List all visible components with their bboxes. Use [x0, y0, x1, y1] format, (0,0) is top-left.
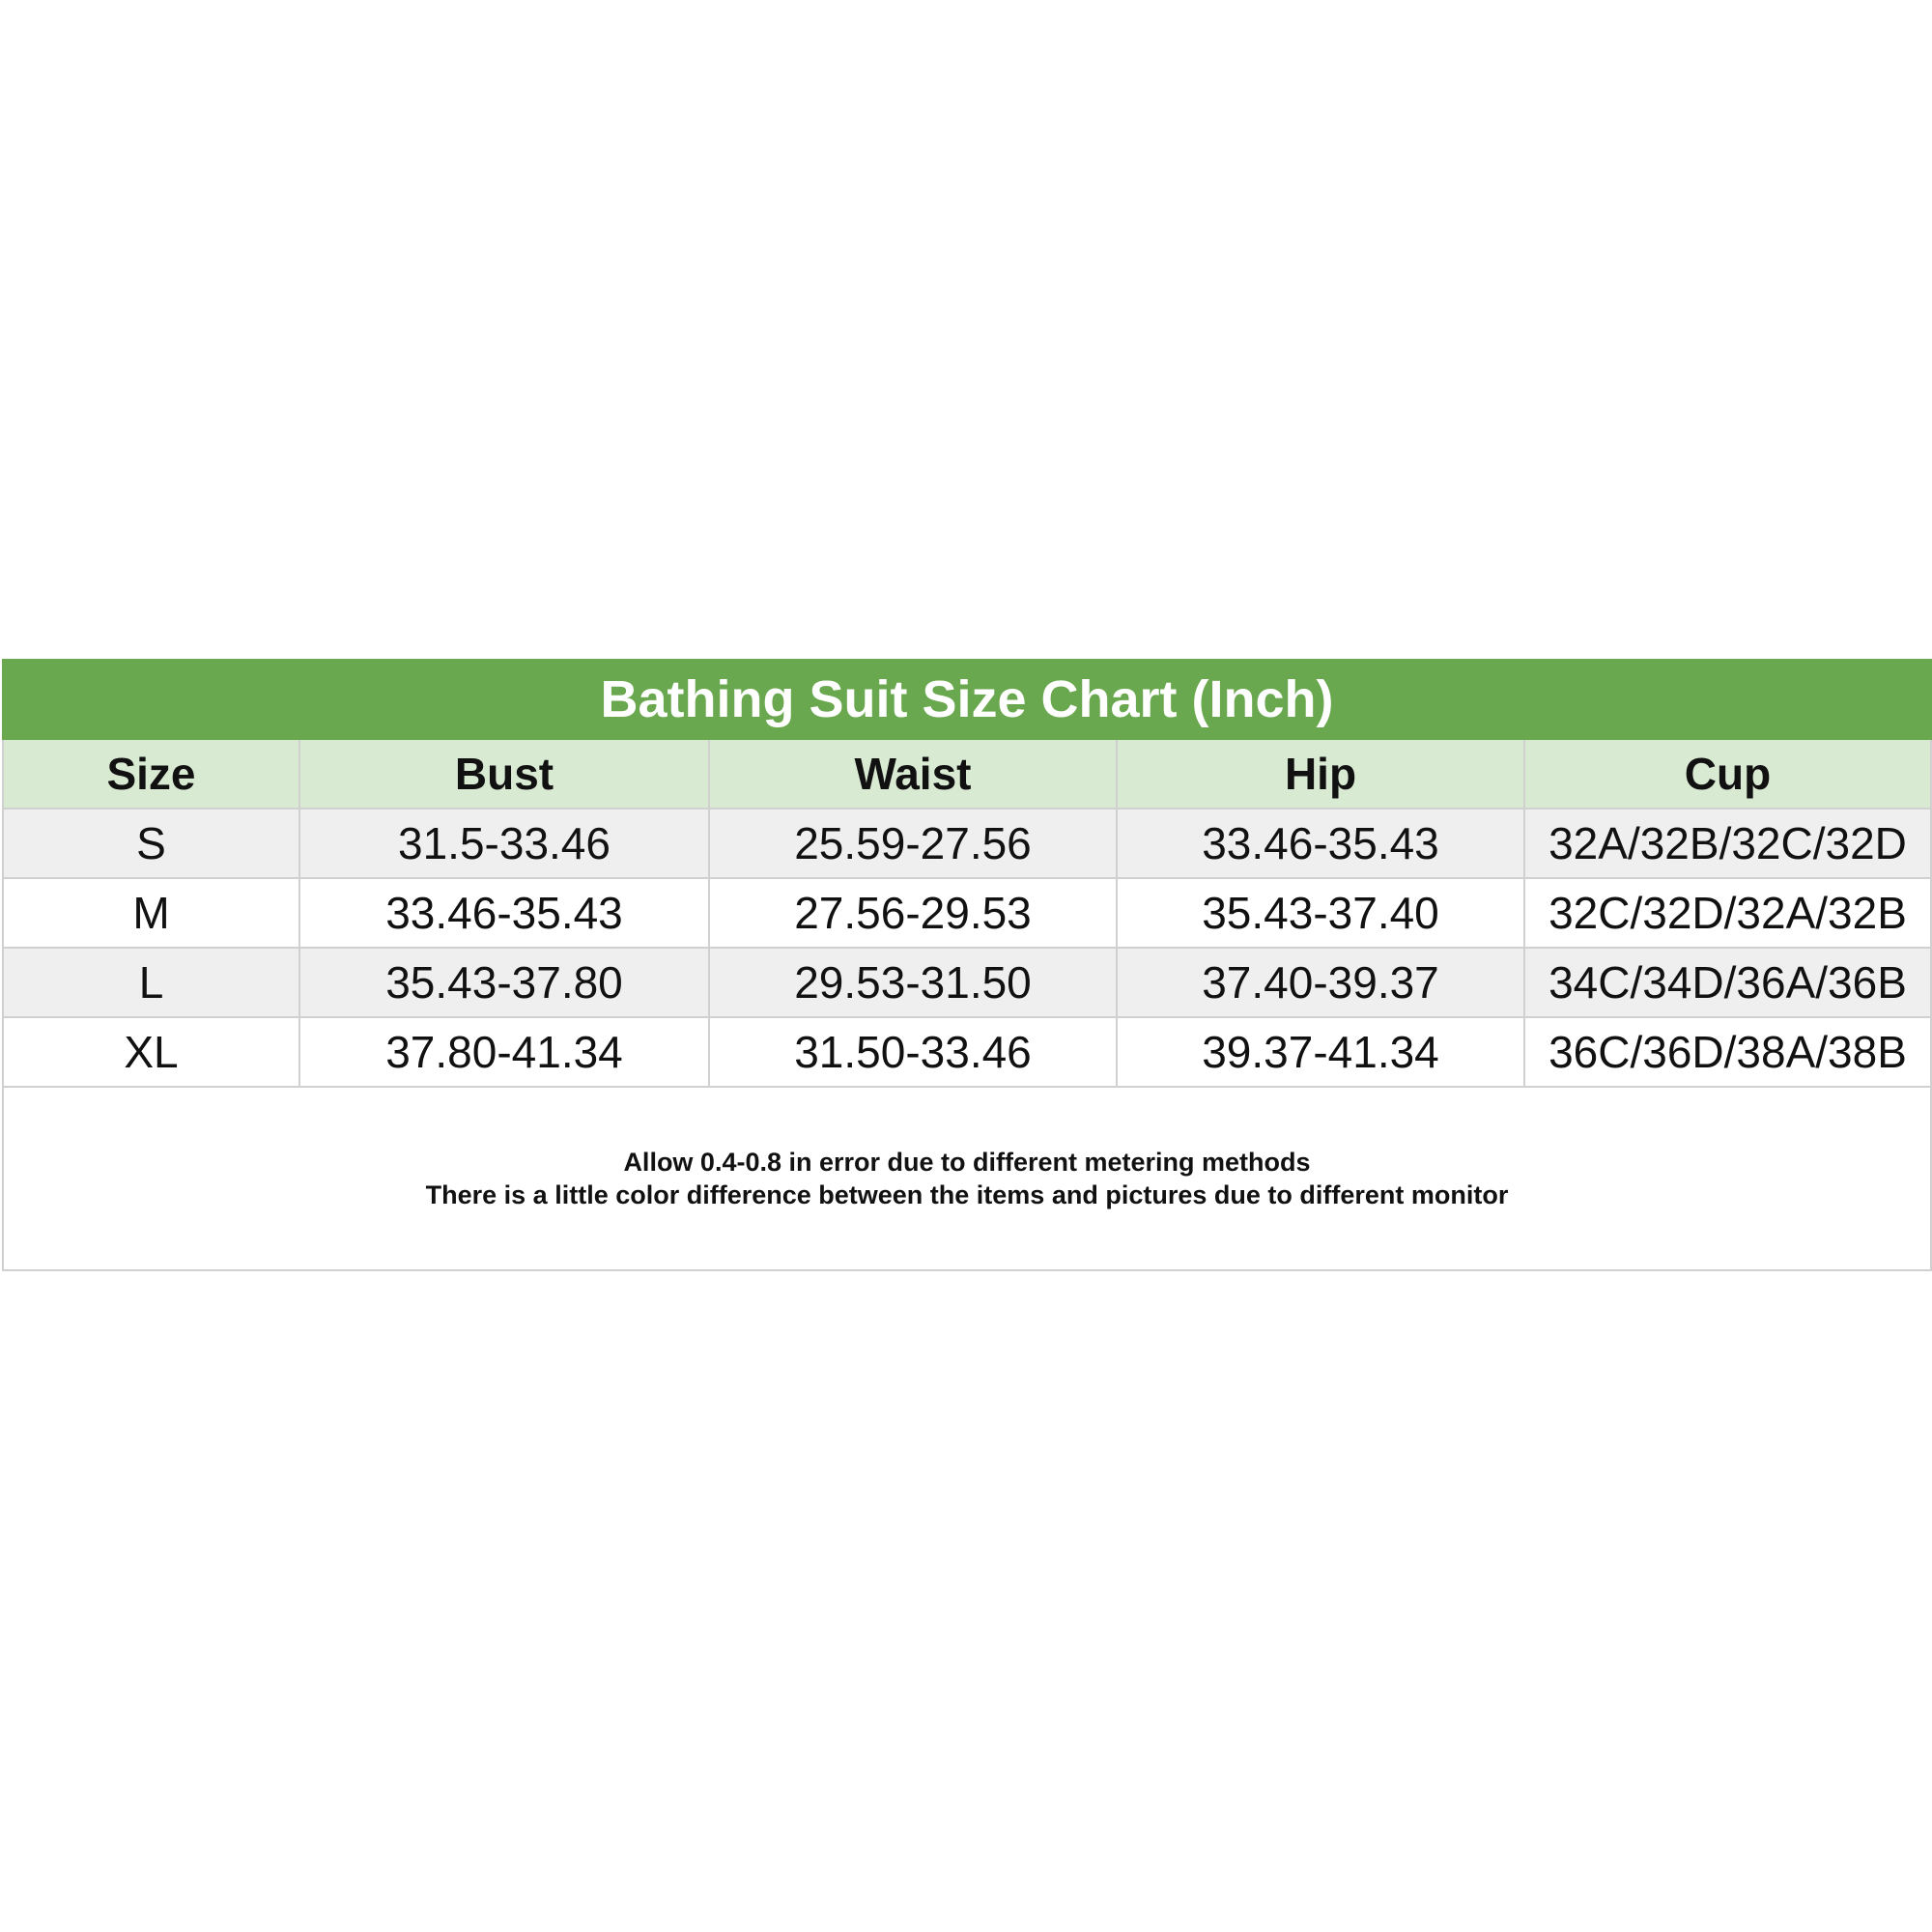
size-chart-table — [2, 659, 1932, 1271]
table-row-m — [3, 878, 1931, 948]
column-header-hip: Hip — [1117, 739, 1524, 809]
chart-title: Bathing Suit Size Chart (Inch) — [3, 660, 1931, 739]
table-row-s — [3, 809, 1931, 878]
table-cell: 35.43-37.40 — [1117, 878, 1524, 948]
table-cell: 34C/34D/36A/36B — [1524, 948, 1931, 1017]
table-cell: 33.46-35.43 — [1117, 809, 1524, 878]
table-cell: 36C/36D/38A/38B — [1524, 1017, 1931, 1087]
column-header-bust: Bust — [299, 739, 709, 809]
table-cell: 32C/32D/32A/32B — [1524, 878, 1931, 948]
table-cell: 27.56-29.53 — [709, 878, 1117, 948]
table-cell: 37.40-39.37 — [1117, 948, 1524, 1017]
table-row-l — [3, 948, 1931, 1017]
column-header-cup: Cup — [1524, 739, 1931, 809]
table-cell: 31.50-33.46 — [709, 1017, 1117, 1087]
table-cell: 37.80-41.34 — [299, 1017, 709, 1087]
table-row-xl — [3, 1017, 1931, 1087]
table-cell: S — [3, 809, 299, 878]
column-header-size: Size — [3, 739, 299, 809]
notes-cell — [3, 1087, 1931, 1270]
table-cell: M — [3, 878, 299, 948]
note-color-difference: There is a little color difference between the items and pictures due to different monitor — [425, 1180, 1509, 1209]
table-cell: 33.46-35.43 — [299, 878, 709, 948]
table-cell: 25.59-27.56 — [709, 809, 1117, 878]
table-cell: 32A/32B/32C/32D — [1524, 809, 1931, 878]
column-header-waist: Waist — [709, 739, 1117, 809]
table-cell: 29.53-31.50 — [709, 948, 1117, 1017]
note-error-allowance: Allow 0.4-0.8 in error due to different metering methods — [623, 1148, 1311, 1177]
table-cell: 31.5-33.46 — [299, 809, 709, 878]
header-row — [3, 739, 1931, 809]
table-cell: 39.37-41.34 — [1117, 1017, 1524, 1087]
table-cell: 35.43-37.80 — [299, 948, 709, 1017]
table-cell: XL — [3, 1017, 299, 1087]
table-cell: L — [3, 948, 299, 1017]
